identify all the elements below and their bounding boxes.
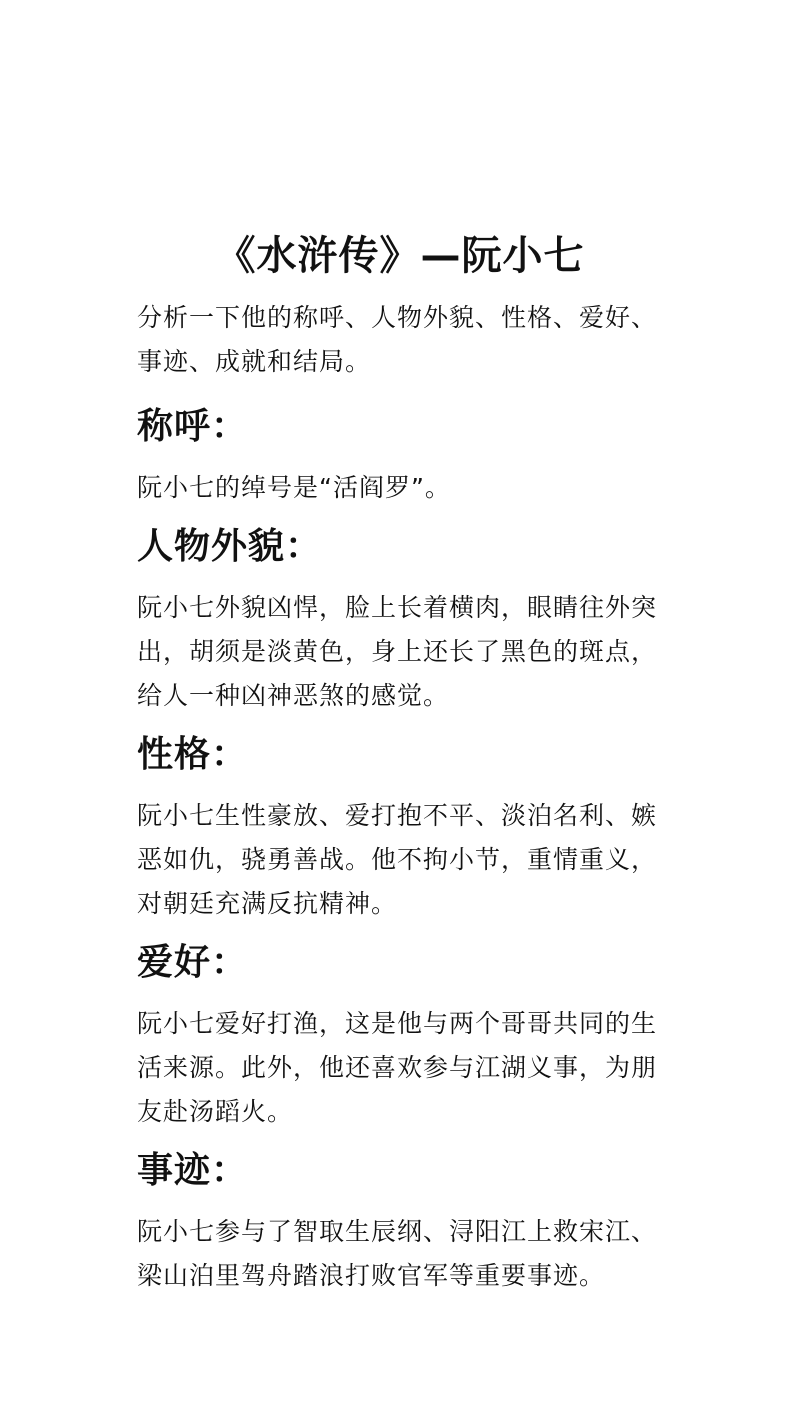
- section-heading: 称呼：: [137, 406, 249, 447]
- section-heading: 人物外貌：: [137, 526, 323, 567]
- section-heading: 性格：: [137, 734, 249, 775]
- section-text: 阮小七外貌凶悍，脸上长着横肉，眼睛往外突出，胡须是淡黄色，身上还长了黑色的斑点，给人一种凶神恶煞的感觉。: [137, 593, 658, 710]
- section-text: 阮小七生性豪放、爱打抱不平、淡泊名利、嫉恶如仇，骁勇善战。他不拘小节，重情重义，对朝廷充满反抗精神。: [137, 801, 658, 918]
- section-appearance: [137, 522, 677, 718]
- intro-paragraph: 分析一下他的称呼、人物外貌、性格、爱好、事迹、成就和结局。: [137, 303, 658, 376]
- section-nickname: [137, 402, 677, 510]
- section-heading: 事迹：: [137, 1150, 249, 1191]
- section-heading: 爱好：: [137, 942, 249, 983]
- article-body: [137, 296, 677, 1310]
- section-personality: [137, 730, 677, 926]
- section-hobbies: [137, 938, 677, 1134]
- page-title: 《水浒传》—阮小七: [215, 233, 585, 279]
- section-text: 阮小七的绰号是“活阎罗”。: [137, 473, 451, 502]
- section-text: 阮小七参与了智取生辰纲、浔阳江上救宋江、梁山泊里驾舟踏浪打败官军等重要事迹。: [137, 1217, 658, 1290]
- section-text: 阮小七爱好打渔，这是他与两个哥哥共同的生活来源。此外，他还喜欢参与江湖义事，为朋友赴汤蹈火。: [137, 1009, 658, 1126]
- section-deeds: [137, 1146, 677, 1298]
